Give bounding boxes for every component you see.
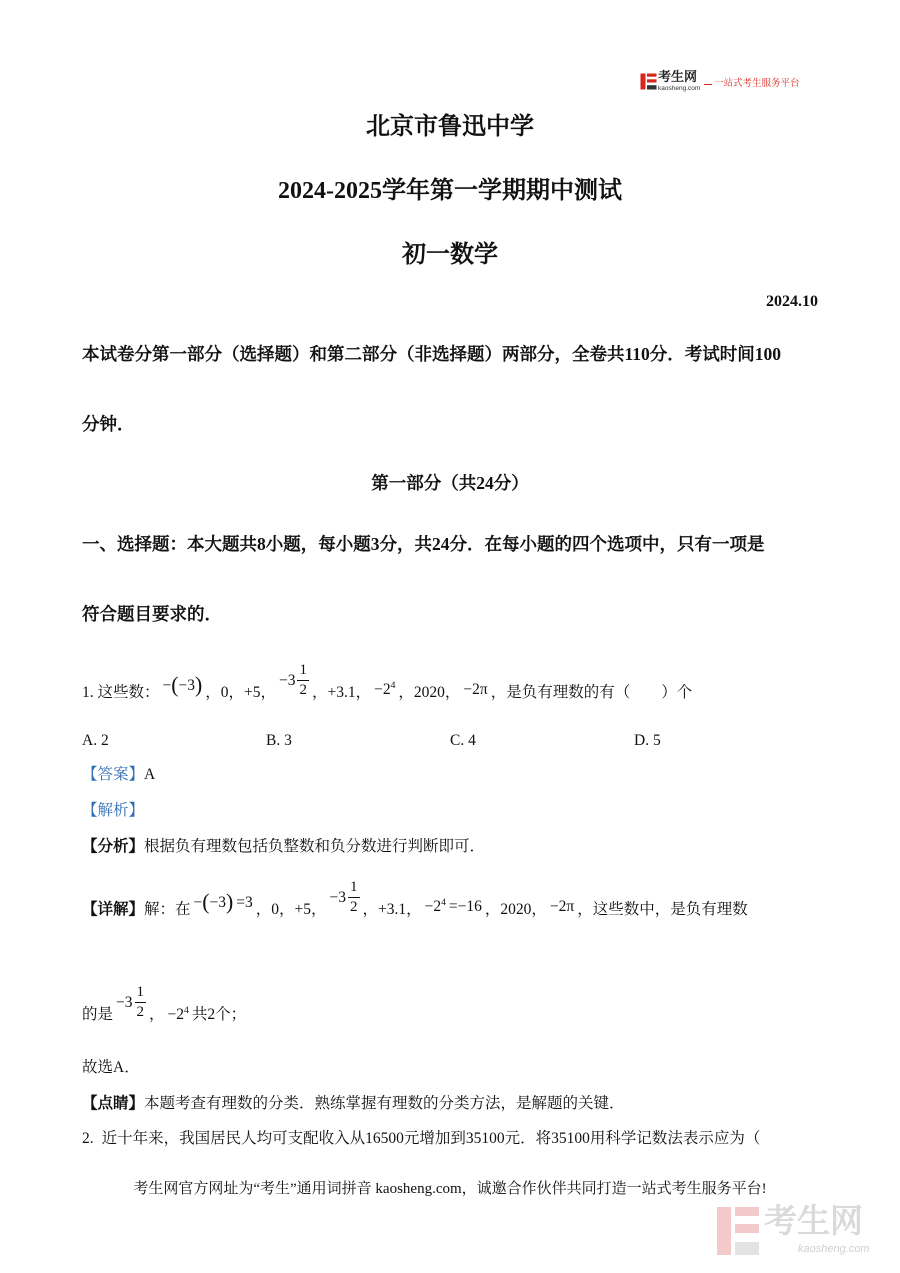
math-sign: − [162, 677, 172, 695]
detail-line-1 [82, 879, 748, 928]
exam-date: 2024.10 [766, 293, 818, 310]
dianjing-label: 【点睛】 [82, 1095, 145, 1112]
option-a: A. 2 [82, 732, 109, 749]
detail-line2-tail: 共2个； [191, 1006, 247, 1024]
conclusion-end: ． [124, 1059, 140, 1076]
fraction-whole: −3 [329, 888, 346, 906]
power-exponent: 4 [441, 896, 446, 908]
math-inner: −3 [178, 677, 195, 695]
watermark-name: 考生网 [764, 1201, 863, 1240]
analysis-line [82, 801, 144, 821]
text-separator: ，+3.1， [362, 901, 422, 919]
detail-label: 【详解】 [82, 901, 145, 919]
question-tail: ，是负有理数的有（ ）个 [490, 684, 693, 702]
math-negative-two-pi: −2π [463, 681, 488, 699]
answer-line [82, 765, 155, 785]
power-base: −2 [374, 681, 391, 699]
option-b: B. 3 [266, 732, 292, 749]
math-open-paren: ( [171, 673, 179, 698]
math-sign: − [193, 894, 203, 912]
conclusion-lead: 故选 [82, 1059, 114, 1076]
watermark-domain: kaosheng.com [798, 1243, 870, 1255]
conclusion-choice: A [113, 1059, 125, 1076]
detail-line2-lead: 的是 [82, 1006, 114, 1024]
brand-name: 考生网 [658, 70, 698, 85]
power-base: −2 [424, 898, 442, 916]
detail-line-2 [82, 984, 247, 1033]
intro-line-1: 本试卷分第一部分（选择题）和第二部分（非选择题）两部分，全卷共110分．考试时间100 [82, 344, 782, 364]
fraction-denominator: 2 [299, 682, 307, 698]
intro-line-2: 分钟． [82, 414, 135, 434]
math-negative-paren [162, 673, 203, 698]
fenxi-text: 根据负有理数包括负整数和负分数进行判断即可． [144, 838, 486, 855]
power-exponent: 4 [184, 1004, 189, 1016]
brand-divider [704, 84, 712, 85]
part1-heading: 第一部分（共24分） [371, 473, 529, 493]
exam-title: 2024-2025学年第一学期期中测试 [278, 178, 622, 204]
detail-lead: 解：在 [144, 901, 191, 919]
fraction [135, 985, 147, 1020]
watermark-logo-icon [716, 1206, 760, 1256]
dianjing-line [82, 1094, 625, 1114]
option-c: C. 4 [450, 732, 476, 749]
math-open-paren: ( [202, 890, 210, 915]
math-close-paren: ) [226, 890, 234, 915]
conclusion-line [82, 1058, 140, 1078]
analysis-label: 【解析】 [82, 802, 145, 819]
question-2-text: 近十年来，我国居民人均可支配收入从16500元增加到35100元．将35100用科学记数法表示应为（ [101, 1130, 761, 1147]
math-power-equation [425, 898, 482, 915]
fraction-numerator: 1 [297, 663, 309, 681]
math-result: =3 [236, 894, 253, 912]
question-lead: 这些数： [97, 684, 160, 702]
text-separator: ，0，+5， [255, 901, 327, 919]
school-title: 北京市鲁迅中学 [366, 114, 534, 140]
fraction [348, 880, 360, 915]
text-separator: ，2020， [484, 901, 547, 919]
math-mixed-fraction [330, 880, 360, 915]
answer-value: A [144, 766, 156, 783]
fraction-numerator: 1 [135, 985, 147, 1003]
section-instruction-line-2: 符合题目要求的． [82, 604, 222, 624]
dianjing-text: 本题考查有理数的分类．熟练掌握有理数的分类方法，是解题的关键． [144, 1095, 625, 1112]
math-power [168, 1006, 189, 1023]
math-close-paren: ) [195, 673, 203, 698]
kaosheng-logo-icon [640, 73, 657, 90]
math-inner: −3 [209, 894, 227, 912]
fraction-whole: −3 [278, 671, 296, 689]
math-power [374, 681, 395, 698]
question-2-stem [82, 1129, 760, 1149]
subject-title: 初一数学 [402, 242, 498, 268]
section-instruction-line-1: 一、选择题：本大题共8小题，每小题3分，共24分．在每小题的四个选项中，只有一项是 [82, 534, 765, 554]
math-negative-two-pi: −2π [549, 898, 575, 916]
brand-domain: kaosheng.com [658, 85, 701, 92]
fenxi-label: 【分析】 [82, 838, 145, 855]
answer-label: 【答案】 [82, 766, 145, 783]
math-negative-paren-equation [193, 890, 253, 915]
fraction-numerator: 1 [348, 880, 360, 898]
footer-note: 考生网官方网址为“考生”通用词拼音 kaosheng.com，诚邀合作伙伴共同打造一站式考生服务平台! [133, 1181, 767, 1197]
brand-slogan: 一站式考生服务平台 [714, 78, 800, 89]
fraction-denominator: 2 [136, 1004, 145, 1020]
power-exponent: 4 [390, 679, 396, 691]
text-separator: ，+3.1， [311, 684, 372, 702]
fenxi-line [82, 837, 485, 857]
text-separator: ，0，+5， [205, 684, 276, 702]
fraction-whole: −3 [116, 993, 133, 1011]
power-base: −2 [167, 1006, 185, 1024]
question-number: 2. [82, 1130, 94, 1147]
fraction [297, 663, 309, 698]
text-separator: ，2020， [398, 684, 461, 702]
option-d: D. 5 [634, 732, 661, 749]
math-mixed-fraction [116, 985, 146, 1020]
math-mixed-fraction [279, 663, 309, 698]
text-separator: ， [149, 1006, 165, 1024]
question-1-stem [82, 662, 693, 711]
detail-tail: ，这些数中，是负有理数 [577, 901, 748, 919]
question-number: 1. [82, 684, 94, 702]
math-result: =−16 [448, 898, 482, 916]
fraction-denominator: 2 [350, 899, 358, 915]
